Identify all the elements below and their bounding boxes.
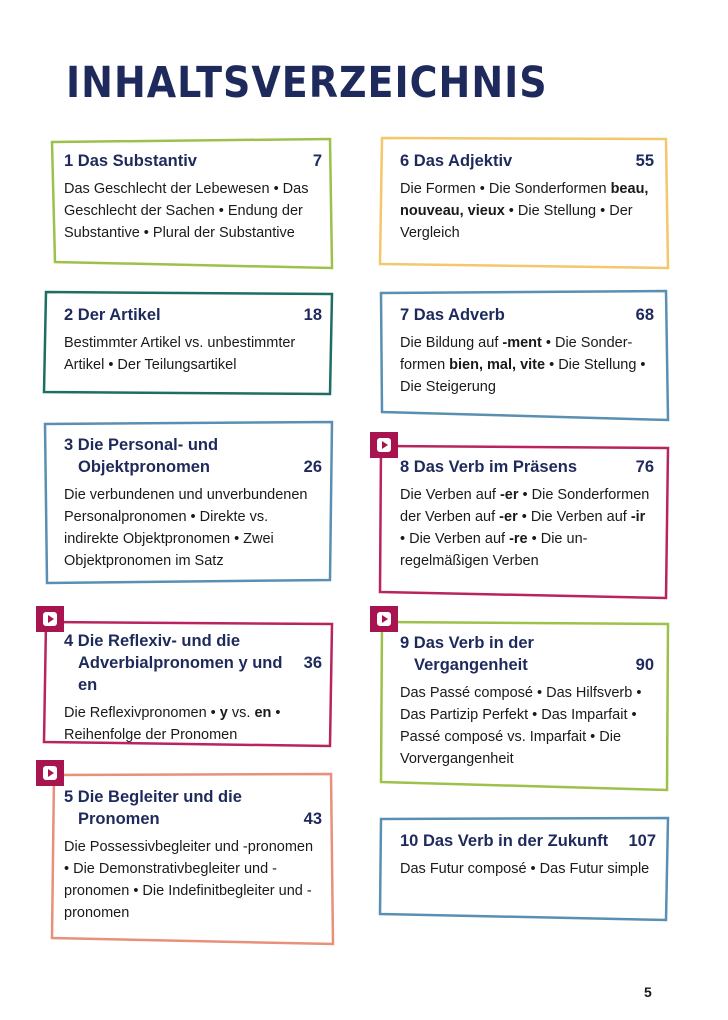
chapter-card-6[interactable] [378, 136, 670, 270]
chapter-card-9[interactable] [378, 620, 670, 792]
chapter-title: Das Verb in der Vergangenheit [413, 634, 534, 674]
chapter-description: Die verbundenen und unverbundenen Personalpronomen • Direkte vs. indirekte Objektpronomen • Zwei Objektpronomen im Satz [64, 487, 308, 569]
chapter-card-1[interactable] [50, 138, 334, 270]
chapter-title: Das Substantiv [77, 152, 197, 170]
video-badge[interactable] [370, 432, 398, 458]
video-badge[interactable] [36, 760, 64, 786]
chapter-page: 43 [303, 810, 322, 828]
chapter-number: 1 [64, 152, 74, 170]
chapter-description: Die Bildung auf -ment • Die Sonderformen bien, mal, vite • Die Stellung • Die Steigerung [400, 335, 646, 395]
chapter-title: Die Reflexiv- und die Adverbialpronomen y und en [77, 632, 283, 694]
play-icon [370, 432, 398, 458]
chapter-card-4[interactable] [42, 620, 334, 750]
chapter-title: Die Begleiter und die Pronomen [77, 788, 242, 828]
chapter-page: 36 [303, 654, 322, 672]
chapter-number: 6 [400, 152, 410, 170]
chapter-number: 8 [400, 458, 410, 476]
chapter-description: Bestimmter Artikel vs. unbestimmter Artikel • Der Teilungsartikel [64, 335, 296, 373]
chapter-title: Die Personal- und Objektpronomen [77, 436, 219, 476]
chapter-description: Die Reflexivpronomen • y vs. en • Reihenfolge der Pronomen [64, 705, 281, 743]
chapter-title: Das Verb in der Zukunft [422, 832, 609, 850]
play-icon [36, 760, 64, 786]
chapter-description: Die Verben auf -er • Die Sonderformen der Verben auf -er • Die Verben auf -ir • Die Verben auf -re • Die unregelmäßigen Verben [400, 487, 650, 569]
chapter-number: 3 [64, 436, 74, 454]
chapter-title: Das Adverb [413, 306, 505, 324]
chapter-page: 26 [303, 458, 322, 476]
chapter-title: Das Adjektiv [413, 152, 513, 170]
chapter-description: Das Geschlecht der Lebewesen • Das Geschlecht der Sachen • Endung der Substantive • Plural der Substantive [64, 181, 309, 241]
chapter-card-2[interactable] [42, 290, 334, 396]
chapter-description: Das Futur composé • Das Futur simple [400, 861, 650, 877]
chapter-number: 2 [64, 306, 74, 324]
page-title: INHALTSVERZEICHNIS [66, 58, 548, 108]
video-badge[interactable] [370, 606, 398, 632]
chapter-card-5[interactable] [50, 772, 334, 946]
video-badge[interactable] [36, 606, 64, 632]
chapter-card-3[interactable] [42, 420, 334, 584]
chapter-page: 68 [635, 306, 654, 324]
chapter-description: Die Possessivbegleiter und -pronomen • Die Demonstrativbegleiter und -pronomen • Die Indefinitbegleiter und -pronomen [64, 839, 314, 921]
chapter-number: 7 [400, 306, 410, 324]
chapter-card-10[interactable] [378, 816, 670, 922]
chapter-page: 55 [635, 152, 654, 170]
chapter-number: 10 [400, 832, 419, 850]
chapter-title: Das Verb im Präsens [413, 458, 578, 476]
play-icon [36, 606, 64, 632]
chapter-page: 18 [303, 306, 322, 324]
chapter-title: Der Artikel [77, 306, 161, 324]
chapter-page: 76 [635, 458, 654, 476]
chapter-number: 5 [64, 788, 74, 806]
play-icon [370, 606, 398, 632]
chapter-number: 9 [400, 634, 410, 652]
chapter-page: 90 [635, 656, 654, 674]
chapter-description: Das Passé composé • Das Hilfsverb • Das Partizip Perfekt • Das Imparfait • Passé composé vs. Imparfait • Die Vorvergangenheit [400, 685, 642, 767]
chapter-card-7[interactable] [378, 290, 670, 424]
page-number: 5 [644, 984, 652, 1000]
chapter-card-8[interactable] [378, 444, 670, 600]
chapter-page: 7 [312, 152, 322, 170]
chapter-page: 107 [628, 832, 656, 850]
chapter-description: Die Formen • Die Sonderformen beau, nouveau, vieux • Die Stellung • Der Vergleich [400, 181, 649, 241]
chapter-number: 4 [64, 632, 74, 650]
